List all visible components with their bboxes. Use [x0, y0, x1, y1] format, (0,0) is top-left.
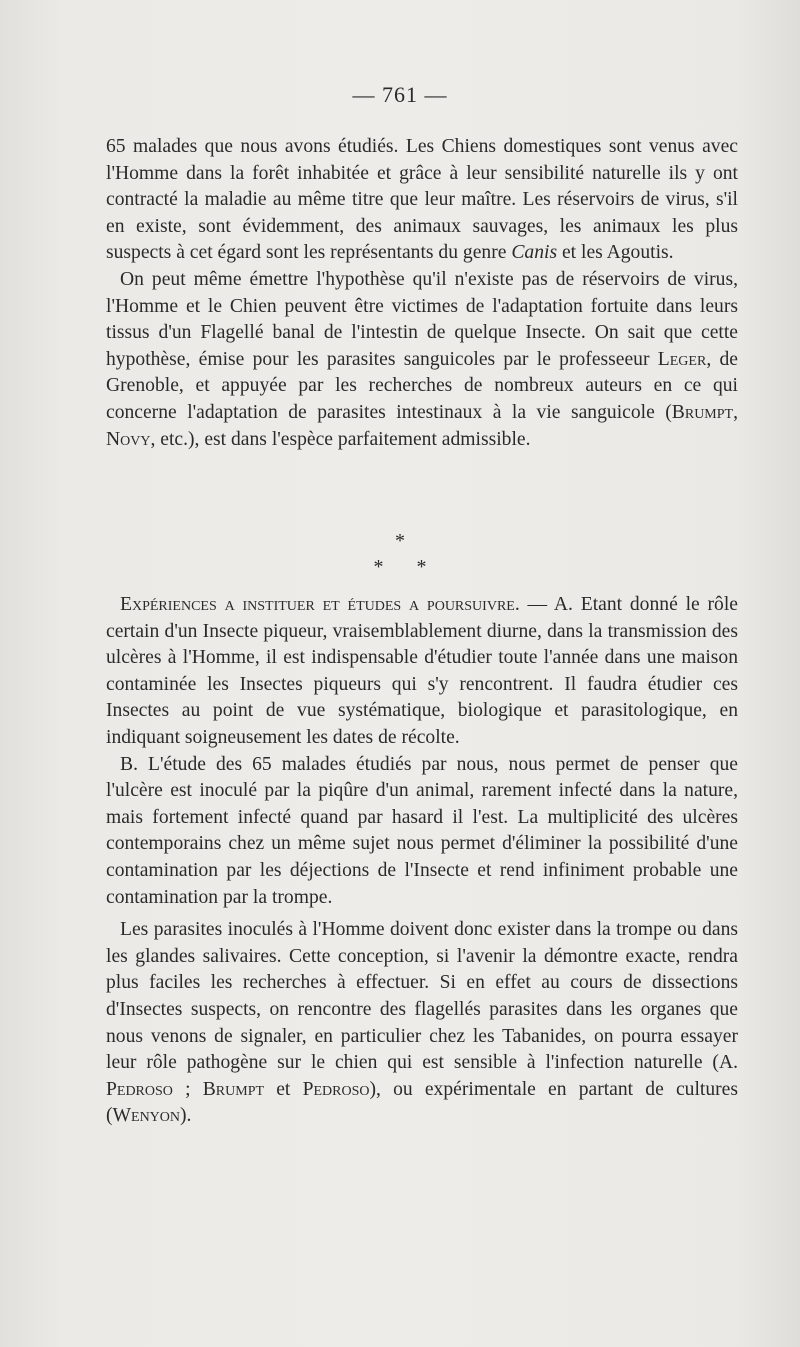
paragraph-inoculation: B. L'étude des 65 malades étudiés par nous, nous permet de penser que l'ulcère est inoculé par la piqûre d'un animal, rarement infecté dans la nature, mais fortement infecté quand par hasard il l'est. La multiplicité des ulcères contemporains chez un même sujet nous permet d'éliminer la possibilité d'une contamination par les déjections de l'Insecte et rend infiniment probable une contamination par la trompe.: [106, 753, 738, 908]
author-name: Pedroso: [302, 1078, 370, 1100]
text-block-bottom: [106, 592, 738, 1130]
paragraph-dogs-reservoirs: 65 malades que nous avons étudiés. Les Chiens domestiques sont venus avec l'Homme dans la forêt inhabitée et grâce à leur sensibilité naturelle ils y ont contracté la maladie au même titre que leur maître. Les réservoirs de virus, s'il en existe, sont évidemment, des animaux sauvages, les animaux les plus suspects à cet égard sont les représentants du genre Canis et les Agoutis.: [106, 136, 738, 264]
genus-name-canis: Canis: [511, 242, 558, 264]
section-heading: Expériences a instituer et études a poursuivre.: [120, 594, 520, 615]
page-number: — 761 —: [352, 82, 448, 107]
author-name: Brumpt: [202, 1078, 265, 1100]
author-name: Leger: [657, 348, 707, 370]
paragraph-hypothesis: On peut même émettre l'hypothèse qu'il n'existe pas de réservoirs de virus, l'Homme et le Chien peuvent être victimes de l'adaptation fortuite dans leurs tissus d'un Flagellé banal de l'intestin de quelque Insecte. On sait que cette hypothèse, émise pour les parasites sanguicoles par le professeeur Leger, de Grenoble, et appuyée par les recherches de nombreux auteurs en ce qui concerne l'adaptation de parasites intestinaux à la vie sanguicole (Brumpt, Novy, etc.), est dans l'espèce parfaitement admissible.: [106, 268, 738, 450]
author-name: Pedroso: [106, 1078, 173, 1100]
paragraph-experiments: Expériences a instituer et études a poursuivre. — A. Etant donné le rôle certain d'un Insecte piqueur, vraisemblablement diurne, dans la transmission des ulcères à l'Homme, il est indispensable d'étudier toute l'année dans une maison contaminée les Insectes piqueurs qui s'y rencontrent. Il faudra étudier ces Insectes au point de vue systématique, biologique et parasitologique, en indiquant soigneusement les dates de récolte.: [106, 594, 738, 748]
author-name: Wenyon: [112, 1105, 181, 1127]
paragraph-parasites: Les parasites inoculés à l'Homme doivent donc exister dans la trompe ou dans les glandes salivaires. Cette conception, si l'avenir la démontre exacte, rendra plus faciles les recherches à effectuer. Si en effet au cours de dissections d'Insectes suspects, on rencontre des flagellés parasites dans les organes que nous venons de signaler, en particulier chez les Tabanides, on pourra essayer leur rôle pathogène sur le chien qui est sensible à l'infection naturelle (A. Pedroso ; Brumpt et Pedroso), ou expérimentale en partant de cultures (Wenyon).: [106, 919, 738, 1127]
author-name: Novy: [106, 428, 151, 450]
asterism-divider: * * *: [373, 530, 441, 578]
text-block-top: [106, 134, 738, 453]
author-name: Brumpt: [671, 401, 734, 423]
